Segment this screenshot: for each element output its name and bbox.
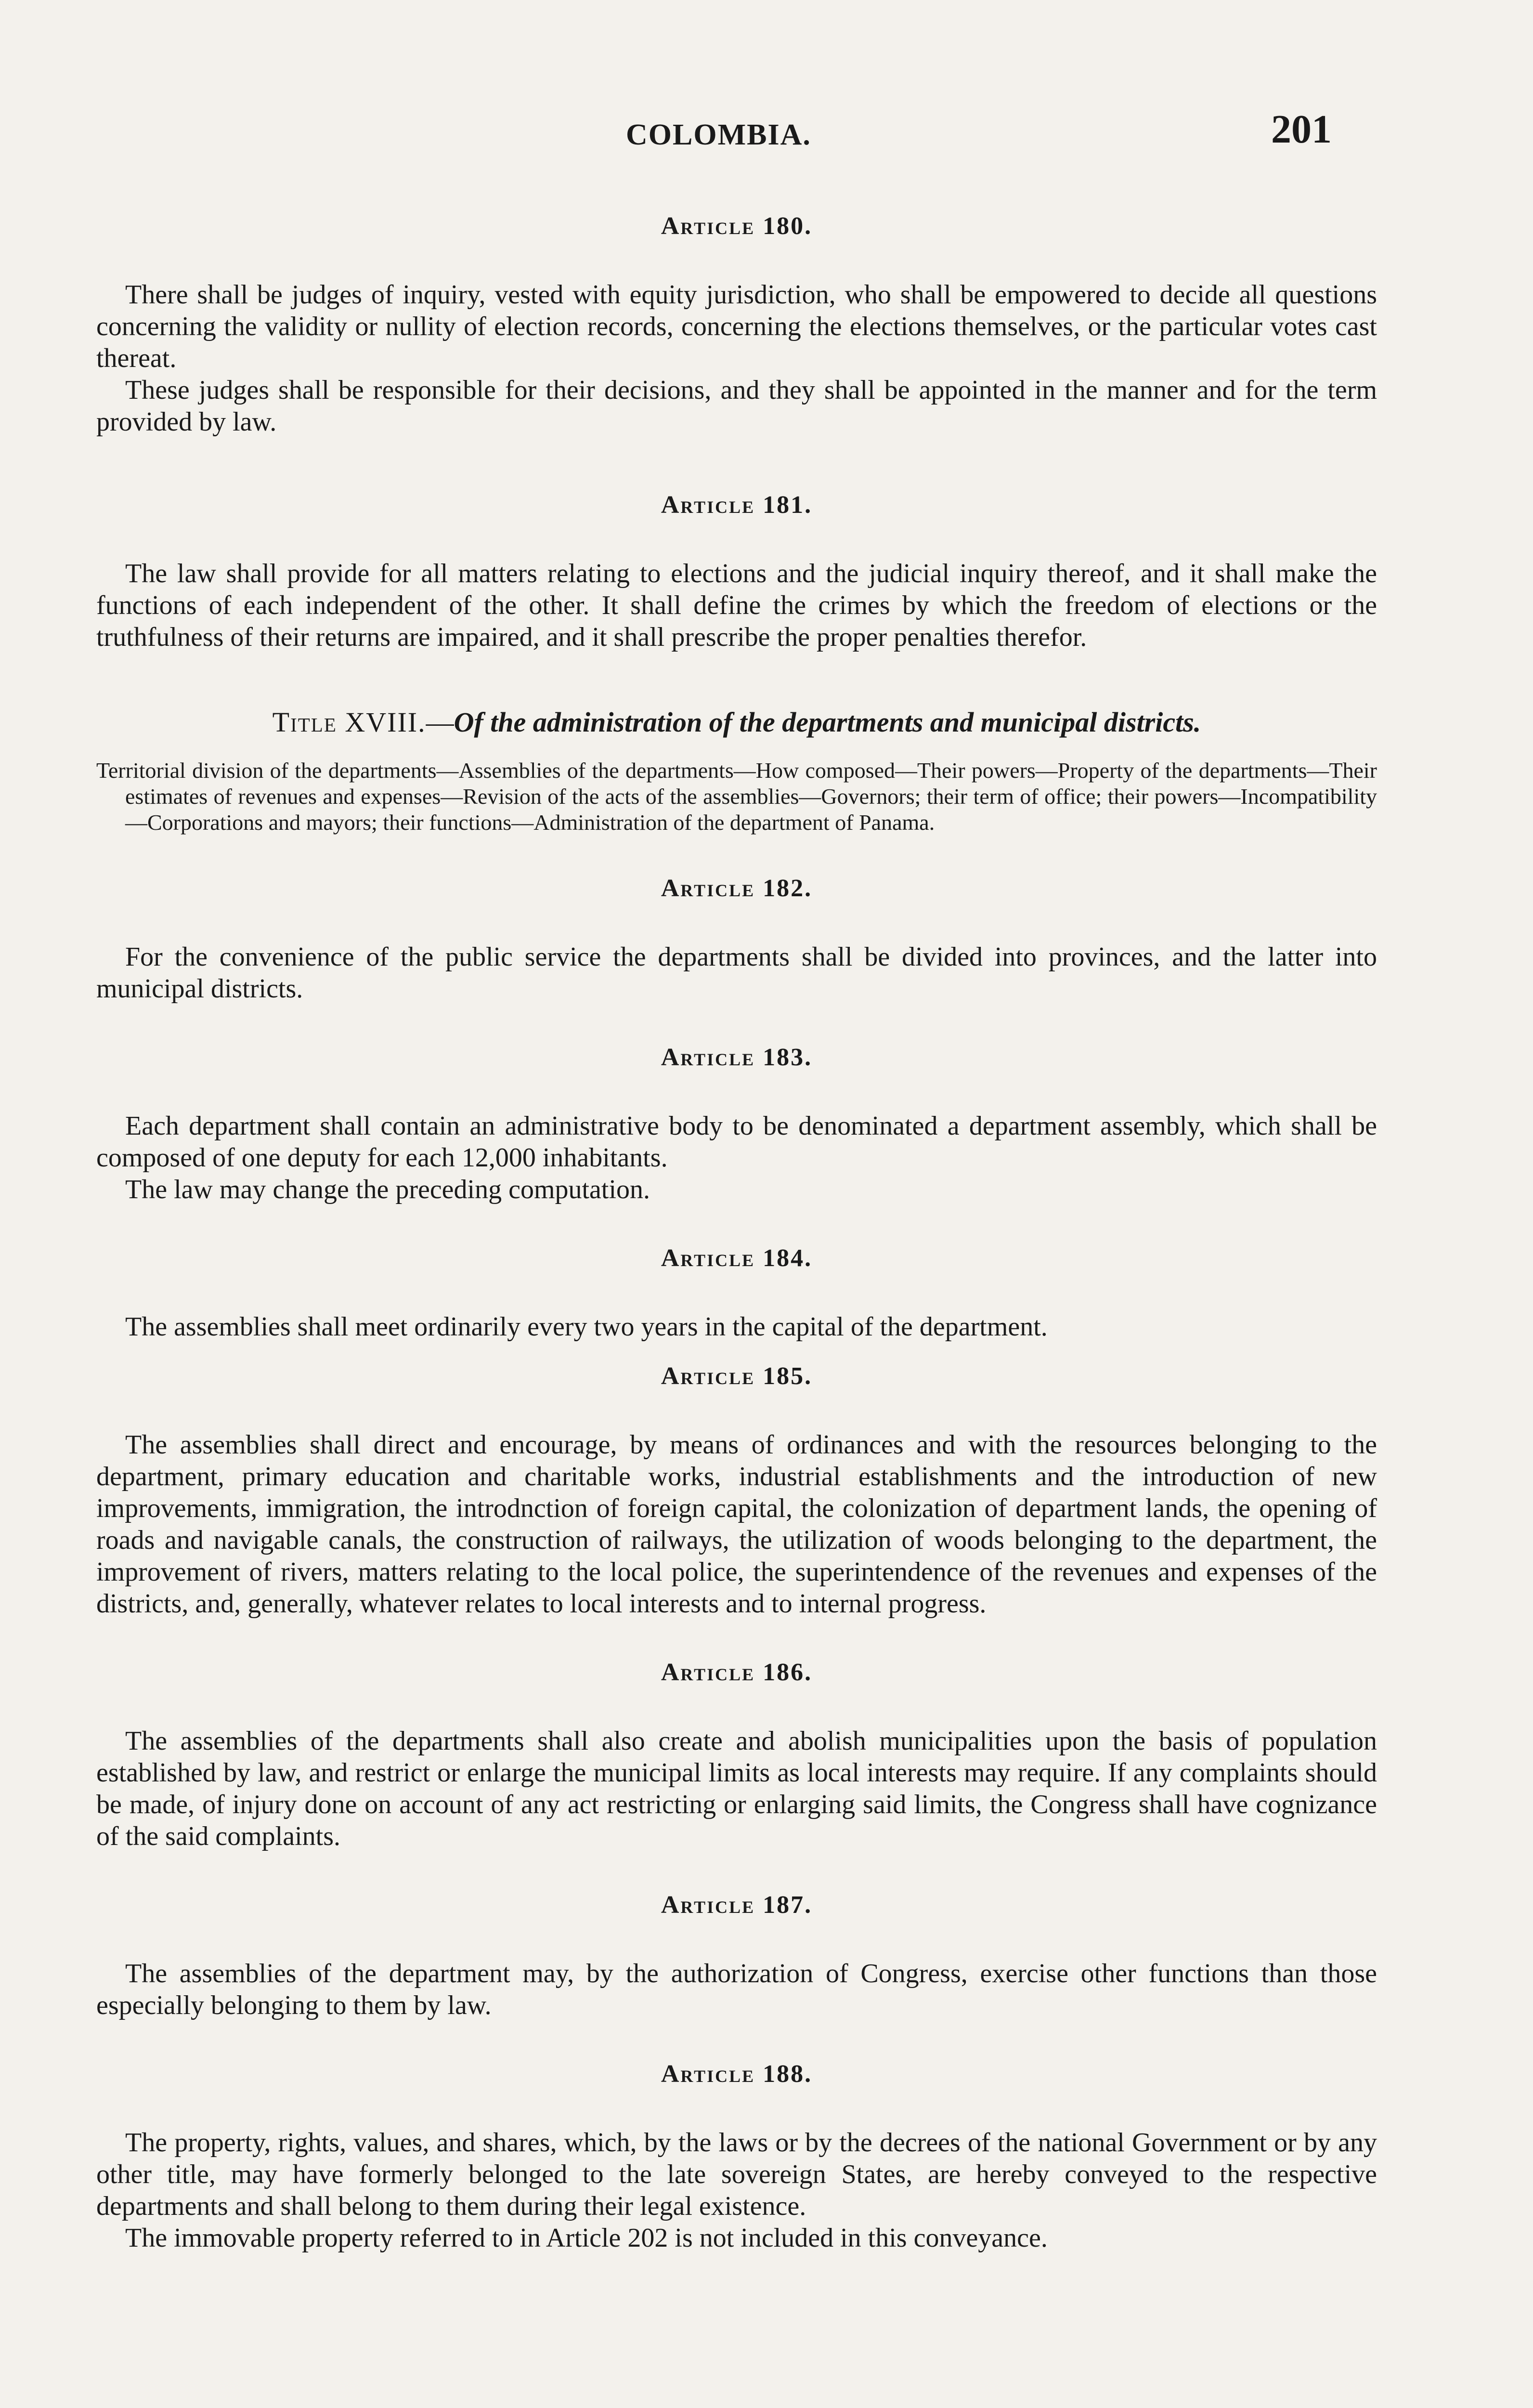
article-180-paragraph-2: These judges shall be responsible for their decisions, and they shall be appointed in the manner and for the term provided by law.: [96, 375, 1377, 437]
article-188-paragraph-1: The property, rights, values, and shares, which, by the laws or by the decrees of the national Government or by any other title, may have formerly belonged to the late sovereign States, are hereby conveyed to the respective departments and shall belong to them during their legal existence.: [96, 2128, 1377, 2221]
article-186-paragraph-1: The assemblies of the departments shall also create and abolish municipalities upon the basis of population established by law, and restrict or enlarge the municipal limits as local interests may require. If any complaints should be made, of injury done on account of any act restricting or enlarging said limits, the Congress shall have cognizance of the said complaints.: [96, 1726, 1377, 1851]
article-183-heading: Article 183.: [661, 1044, 813, 1071]
running-title: COLOMBIA.: [626, 118, 811, 151]
title-label: Title XVIII.: [272, 707, 426, 738]
article-188-heading: Article 188.: [661, 2060, 813, 2088]
article-185-paragraph-1: The assemblies shall direct and encourage, by means of ordinances and with the resources belonging to the department, primary education and charitable works, industrial establishments and the introduction of new improvements, immigration, the introdnction of foreign capital, the colonization of department lands, the opening of roads and navigable canals, the construction of railways, the utilization of woods belonging to the department, the improvement of rivers, matters relating to the local police, the superintendence of the revenues and expenses of the districts, and, generally, whatever relates to local interests and to internal progress.: [96, 1430, 1377, 1619]
title-xviii-heading: [96, 706, 1377, 738]
article-182-paragraph-1: For the convenience of the public service the departments shall be divided into provinces, and the latter into municipal districts.: [96, 942, 1377, 1004]
article-182-heading: Article 182.: [661, 875, 813, 902]
article-184-heading: Article 184.: [661, 1244, 813, 1272]
title-dash: —: [426, 707, 454, 738]
article-181-heading: Article 181.: [661, 491, 813, 519]
article-180-paragraph-1: There shall be judges of inquiry, vested with equity jurisdiction, who shall be empowered to decide all questions concerning the validity or nullity of election records, concerning the elections themselves, or the particular votes cast thereat.: [96, 280, 1377, 373]
title-summary: Territorial division of the departments—Assemblies of the departments—How composed—Their powers—Property of the departments—Their estimates of revenues and expenses—Revision of the acts of the assemblies—Governors; their term of office; their powers—Incompatibility—Corporations and mayors; their functions—Administration of the department of Panama.: [96, 758, 1377, 835]
article-180-heading: Article 180.: [661, 212, 813, 240]
article-183-paragraph-2: The law may change the preceding computation.: [125, 1175, 650, 1204]
page-body: [96, 212, 1377, 2254]
article-184-paragraph-1: The assemblies shall meet ordinarily every two years in the capital of the department.: [125, 1312, 1048, 1342]
article-187-paragraph-1: The assemblies of the department may, by the authorization of Congress, exercise other functions than those especially belonging to them by law.: [96, 1959, 1377, 2020]
article-183-paragraph-1: Each department shall contain an administrative body to be denominated a department assembly, which shall be composed of one deputy for each 12,000 inhabitants.: [96, 1111, 1377, 1173]
article-181-paragraph-1: The law shall provide for all matters relating to elections and the judicial inquiry thereof, and it shall make the functions of each independent of the other. It shall define the crimes by which the freedom of elections or the truthfulness of their returns are impaired, and it shall prescribe the proper penalties therefor.: [96, 559, 1377, 652]
article-185-heading: Article 185.: [661, 1362, 813, 1390]
title-subject: Of the administration of the departments and municipal districts.: [454, 707, 1201, 738]
article-186-heading: Article 186.: [661, 1659, 813, 1686]
article-187-heading: Article 187.: [661, 1891, 813, 1919]
page-number: 201: [1271, 107, 1332, 152]
article-188-paragraph-2: The immovable property referred to in Article 202 is not included in this conveyance.: [125, 2223, 1048, 2253]
